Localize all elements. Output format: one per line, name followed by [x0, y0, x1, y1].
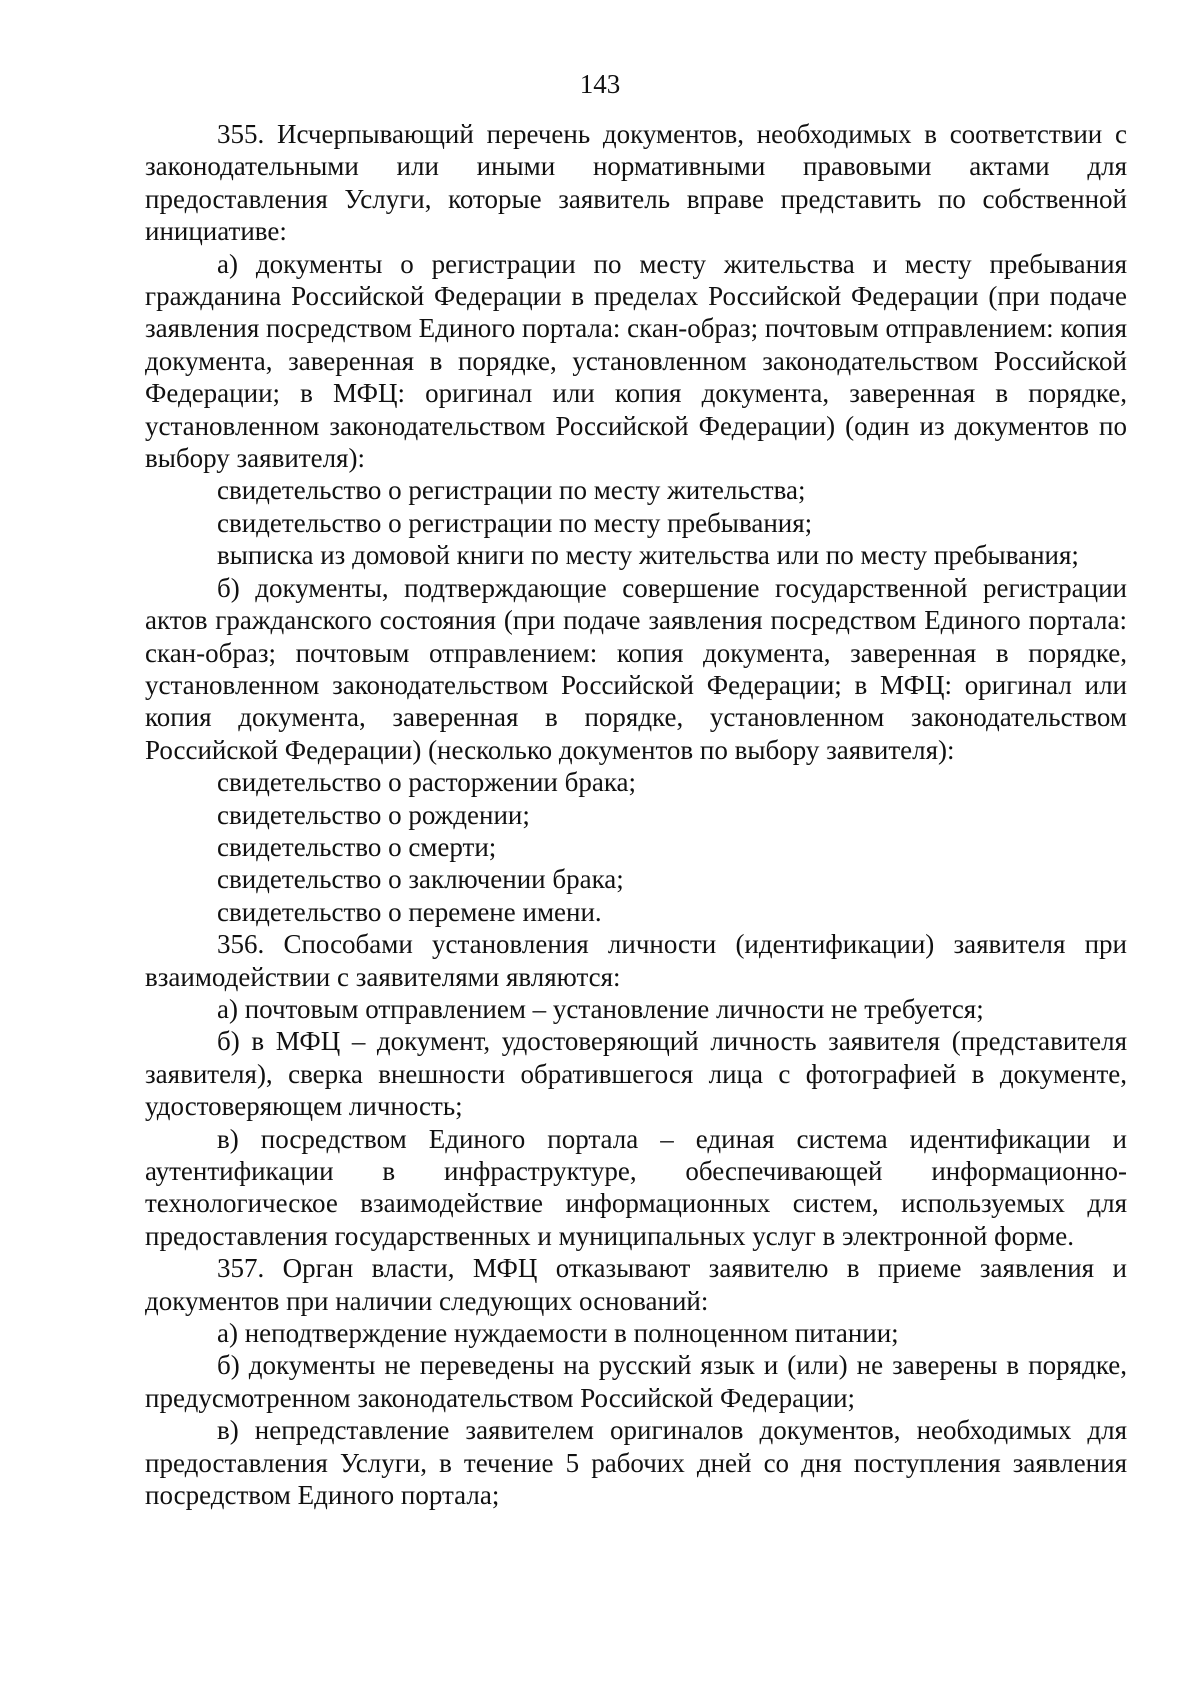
paragraph-356-intro: 356. Способами установления личности (идентификации) заявителя при взаимодействии с заявителями являются: — [145, 929, 1127, 992]
paragraph-357-c: в) непредставление заявителем оригиналов документов, необходимых для предоставления Услуги, в течение 5 рабочих дней со дня поступления заявления посредством Единого портала; — [145, 1415, 1127, 1511]
paragraph-355-intro: 355. Исчерпывающий перечень документов, необходимых в соответствии с законодательными или иными нормативными правовыми актами для предоставления Услуги, которые заявитель вправе представить по собственной инициативе: — [145, 119, 1127, 247]
paragraph-356-b: б) в МФЦ – документ, удостоверяющий личность заявителя (представителя заявителя), сверка внешности обратившегося лица с фотографией в документе, удостоверяющем личность; — [145, 1026, 1127, 1122]
document-body — [145, 118, 1127, 1511]
list-item-name-change-certificate: свидетельство о перемене имени. — [217, 896, 602, 927]
list-item-house-book-extract: выписка из домовой книги по месту жительства или по месту пребывания; — [217, 540, 1079, 571]
paragraph-356-a: а) почтовым отправлением – установление личности не требуется; — [217, 993, 984, 1024]
paragraph-357-b: б) документы не переведены на русский язык и (или) не заверены в порядке, предусмотренном законодательством Российской Федерации; — [145, 1350, 1127, 1413]
list-item-marriage-certificate: свидетельство о заключении брака; — [217, 864, 624, 895]
paragraph-357-intro: 357. Орган власти, МФЦ отказывают заявителю в приеме заявления и документов при наличии следующих оснований: — [145, 1253, 1127, 1316]
list-item-divorce-certificate: свидетельство о расторжении брака; — [217, 767, 637, 798]
list-item-birth-certificate: свидетельство о рождении; — [217, 799, 530, 830]
list-item-registration-stay: свидетельство о регистрации по месту пребывания; — [217, 507, 813, 538]
list-item-death-certificate: свидетельство о смерти; — [217, 831, 497, 862]
page-number: 143 — [579, 69, 621, 99]
paragraph-355-a: а) документы о регистрации по месту жительства и месту пребывания гражданина Российской Федерации в пределах Российской Федерации (при подаче заявления посредством Единого портала: скан-образ; почтовым отправлением: копия документа, заверенная в порядке, установленном законодательством Российской Федерации; в МФЦ: оригинал или копия документа, заверенная в порядке, установленном законодательством Российской Федерации) (один из документов по выбору заявителя): — [145, 248, 1127, 474]
paragraph-355-b: б) документы, подтверждающие совершение государственной регистрации актов гражданского состояния (при подаче заявления посредством Единого портала: скан-образ; почтовым отправлением: копия документа, заверенная в порядке, установленном законодательством Российской Федерации; в МФЦ: оригинал или копия документа, заверенная в порядке, установленном законодательством Российской Федерации) (несколько документов по выбору заявителя): — [145, 572, 1127, 765]
paragraph-356-c: в) посредством Единого портала – единая система идентификации и аутентификации в инфраструктуре, обеспечивающей информационно-технологическое взаимодействие информационных систем, используемых для предоставления государственных и муниципальных услуг в электронной форме. — [145, 1123, 1127, 1251]
paragraph-357-a: а) неподтверждение нуждаемости в полноценном питании; — [217, 1318, 899, 1349]
list-item-registration-residence: свидетельство о регистрации по месту жительства; — [217, 475, 806, 506]
